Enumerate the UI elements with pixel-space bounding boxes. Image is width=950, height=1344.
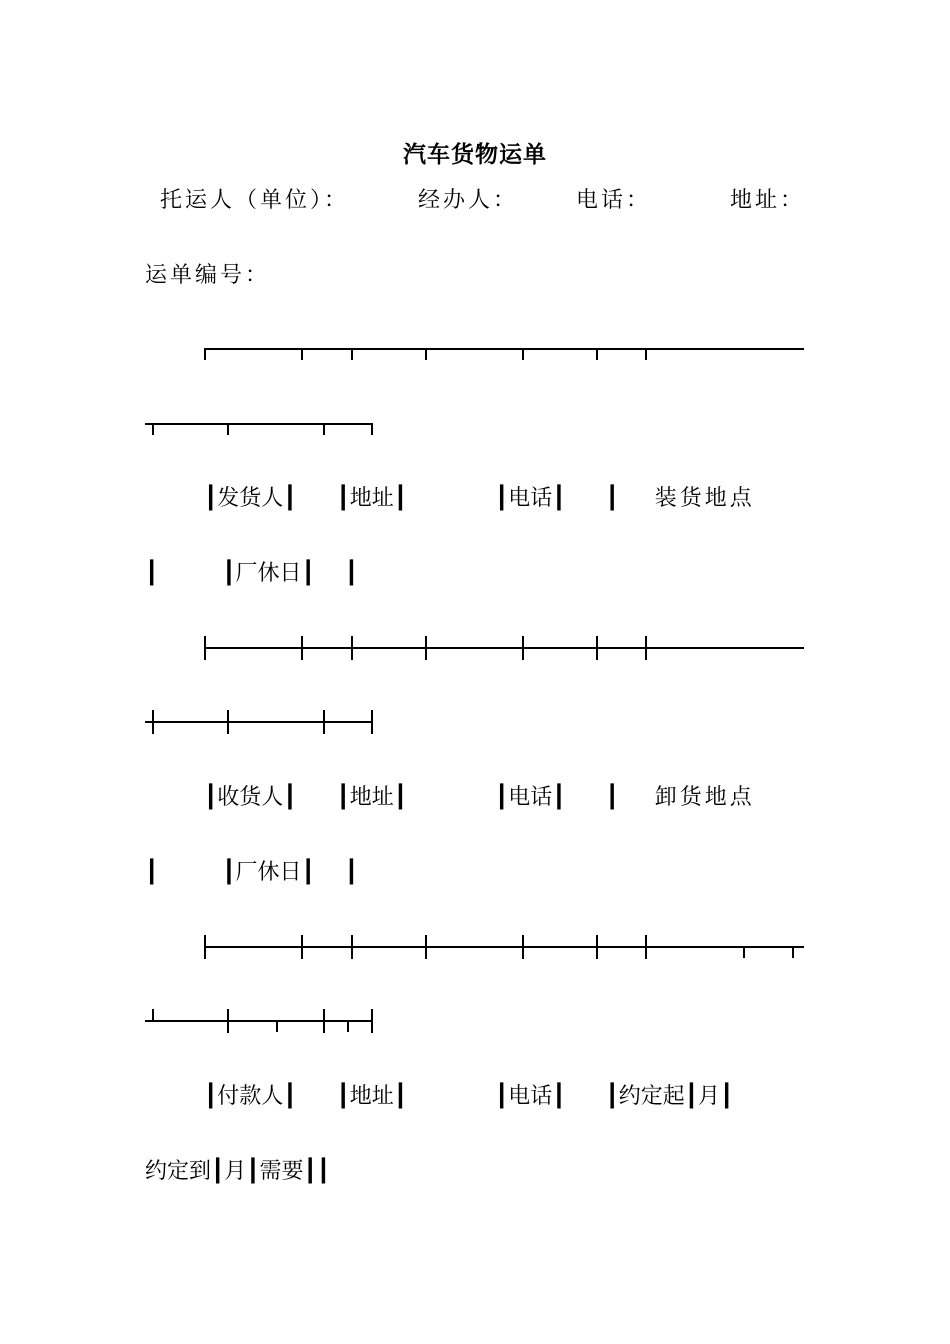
consignee-line-2: ┃ ┃厂休日┃ ┃: [145, 860, 358, 885]
consignor-line-2: ┃ ┃厂休日┃ ┃: [145, 561, 358, 586]
phone-label: 电话：: [576, 188, 652, 213]
consignor-line-1: ┃发货人┃ ┃地址┃ ┃电话┃ ┃ 装货地点: [204, 486, 755, 511]
payer-line-1: ┃付款人┃ ┃地址┃ ┃电话┃ ┃约定起┃月┃: [204, 1084, 734, 1109]
waybill-number-label: 运单编号：: [145, 263, 271, 288]
shipper-label: 托运人（单位）：: [160, 188, 350, 213]
payer-line-2: 约定到┃月┃需要┃┃: [145, 1159, 330, 1184]
address-label: 地址：: [730, 188, 806, 213]
document-title: 汽车货物运单: [403, 141, 547, 168]
handler-label: 经办人：: [418, 188, 519, 213]
consignee-line-1: ┃收货人┃ ┃地址┃ ┃电话┃ ┃ 卸货地点: [204, 785, 755, 810]
